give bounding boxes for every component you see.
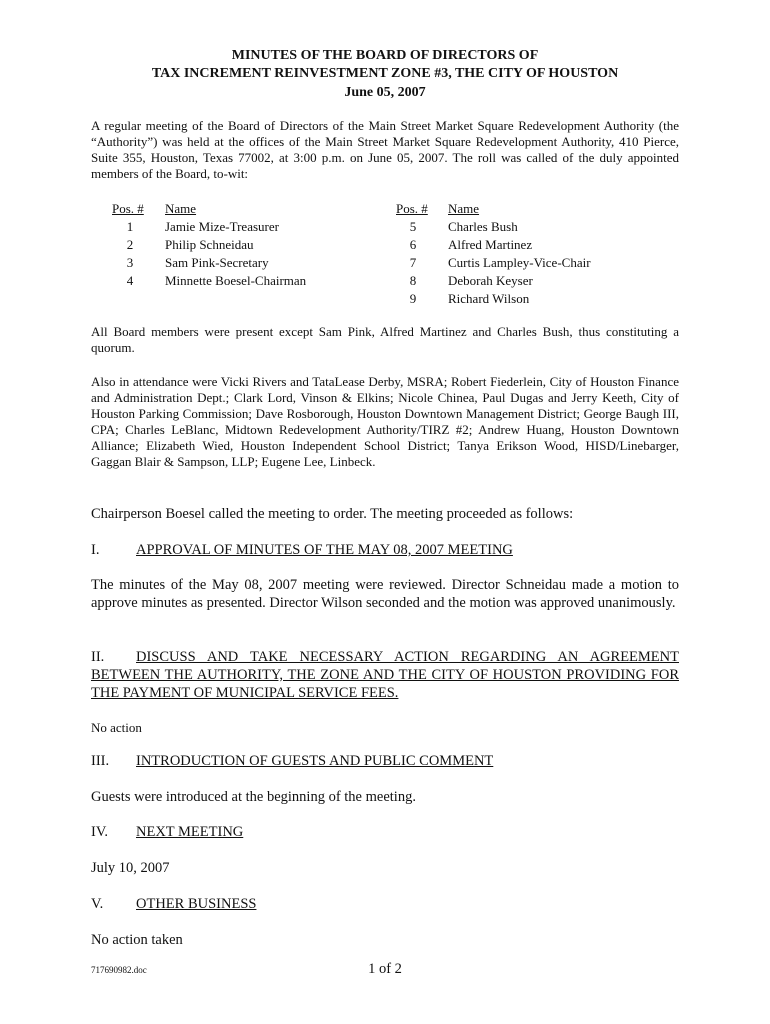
roll-pos: 3 <box>126 255 134 270</box>
roll-member-name: Sam Pink-Secretary <box>165 255 269 270</box>
roll-name-header-left: Name <box>165 201 197 216</box>
roll-pos-header-left: Pos. # <box>112 201 144 216</box>
roll-member-name: Charles Bush <box>448 219 518 234</box>
roll-member-name: Alfred Martinez <box>448 237 533 252</box>
section-title: OTHER BUSINESS <box>136 896 257 912</box>
section-title: INTRODUCTION OF GUESTS AND PUBLIC COMMENT <box>136 753 494 769</box>
section-heading-ii <box>91 648 679 702</box>
intro-paragraph: A regular meeting of the Board of Directors of the Main Street Market Square Redevelopment Authority (the “Authority”) was held at the offices of the Main Street Market Square Redevelopment Authority, 410 Pierce, Suite 355, Houston, Texas 77002, at 3:00 p.m. on June 05, 2007. The roll was called of the duly appointed members of the Board, to-wit: <box>91 118 679 181</box>
document-date: June 05, 2007 <box>344 85 426 100</box>
roll-pos: 4 <box>126 273 134 288</box>
roll-member-name: Philip Schneidau <box>165 237 254 252</box>
section-title: DISCUSS AND TAKE NECESSARY ACTION REGARDING AN AGREEMENT BETWEEN THE AUTHORITY, THE ZONE AND THE CITY OF HOUSTON PROVIDING FOR THE PAYMENT OF MUNICIPAL SERVICE FEES. <box>91 649 679 701</box>
document-title-line-1: MINUTES OF THE BOARD OF DIRECTORS OF <box>231 48 539 63</box>
section-body-v: No action taken <box>91 932 183 948</box>
roll-member-name: Jamie Mize-Treasurer <box>165 219 279 234</box>
section-heading-iv <box>91 823 243 841</box>
section-heading-iii <box>91 752 493 770</box>
section-number: II. <box>91 649 105 665</box>
roll-pos: 7 <box>409 255 417 270</box>
roll-member-name: Richard Wilson <box>448 291 530 306</box>
call-to-order-paragraph: Chairperson Boesel called the meeting to order. The meeting proceeded as follows: <box>91 506 574 522</box>
roll-pos: 8 <box>409 273 417 288</box>
section-number: V. <box>91 896 104 912</box>
section-number: I. <box>91 542 100 558</box>
page-number: 1 of 2 <box>368 961 402 977</box>
attendance-paragraph: Also in attendance were Vicki Rivers and TataLease Derby, MSRA; Robert Fiederlein, City of Houston Finance and Administration Dept.; Clark Lord, Vinson & Elkins; Nicole Chinea, Paul Dugas and Jerry Keeth, City of Houston Parking Commission; Dave Rosborough, Houston Downtown Management District; George Baugh III, CPA; Charles LeBlanc, Midtown Redevelopment Authority/TIRZ #2; Andrew Huang, Houston Downtown Alliance; Elizabeth Wied, Houston Independent School District; Tanya Erikson Wood, HISD/Linebarger, Gaggan Blair & Sampson, LLP; Eugene Lee, Linbeck. <box>91 374 679 469</box>
section-heading-i <box>91 541 513 559</box>
roll-pos: 1 <box>126 219 134 234</box>
roll-member-name: Minnette Boesel-Chairman <box>165 273 307 288</box>
section-heading-v <box>91 895 256 913</box>
roll-name-header-right: Name <box>448 201 480 216</box>
roll-pos: 6 <box>409 237 417 252</box>
document-title-line-2: TAX INCREMENT REINVESTMENT ZONE #3, THE CITY OF HOUSTON <box>151 66 619 81</box>
roll-call-table <box>0 200 770 310</box>
section-body-iv: July 10, 2007 <box>91 860 170 876</box>
quorum-paragraph: All Board members were present except Sam Pink, Alfred Martinez and Charles Bush, thus constituting a quorum. <box>91 324 679 355</box>
roll-pos-header-right: Pos. # <box>396 201 428 216</box>
footer-filename: 717690982.doc <box>91 965 147 975</box>
section-body-ii: No action <box>91 720 142 735</box>
roll-member-name: Curtis Lampley-Vice-Chair <box>448 255 591 270</box>
section-title: NEXT MEETING <box>136 824 244 840</box>
roll-pos: 2 <box>126 237 134 252</box>
roll-pos: 9 <box>409 291 417 306</box>
section-number: III. <box>91 753 110 769</box>
roll-member-name: Deborah Keyser <box>448 273 533 288</box>
section-number: IV. <box>91 824 109 840</box>
section-body-i: The minutes of the May 08, 2007 meeting were reviewed. Director Schneidau made a motion to approve minutes as presented. Director Wilson seconded and the motion was approved unanimously. <box>91 577 679 611</box>
section-title: APPROVAL OF MINUTES OF THE MAY 08, 2007 MEETING <box>136 542 513 558</box>
section-body-iii: Guests were introduced at the beginning of the meeting. <box>91 789 416 805</box>
roll-pos: 5 <box>409 219 417 234</box>
